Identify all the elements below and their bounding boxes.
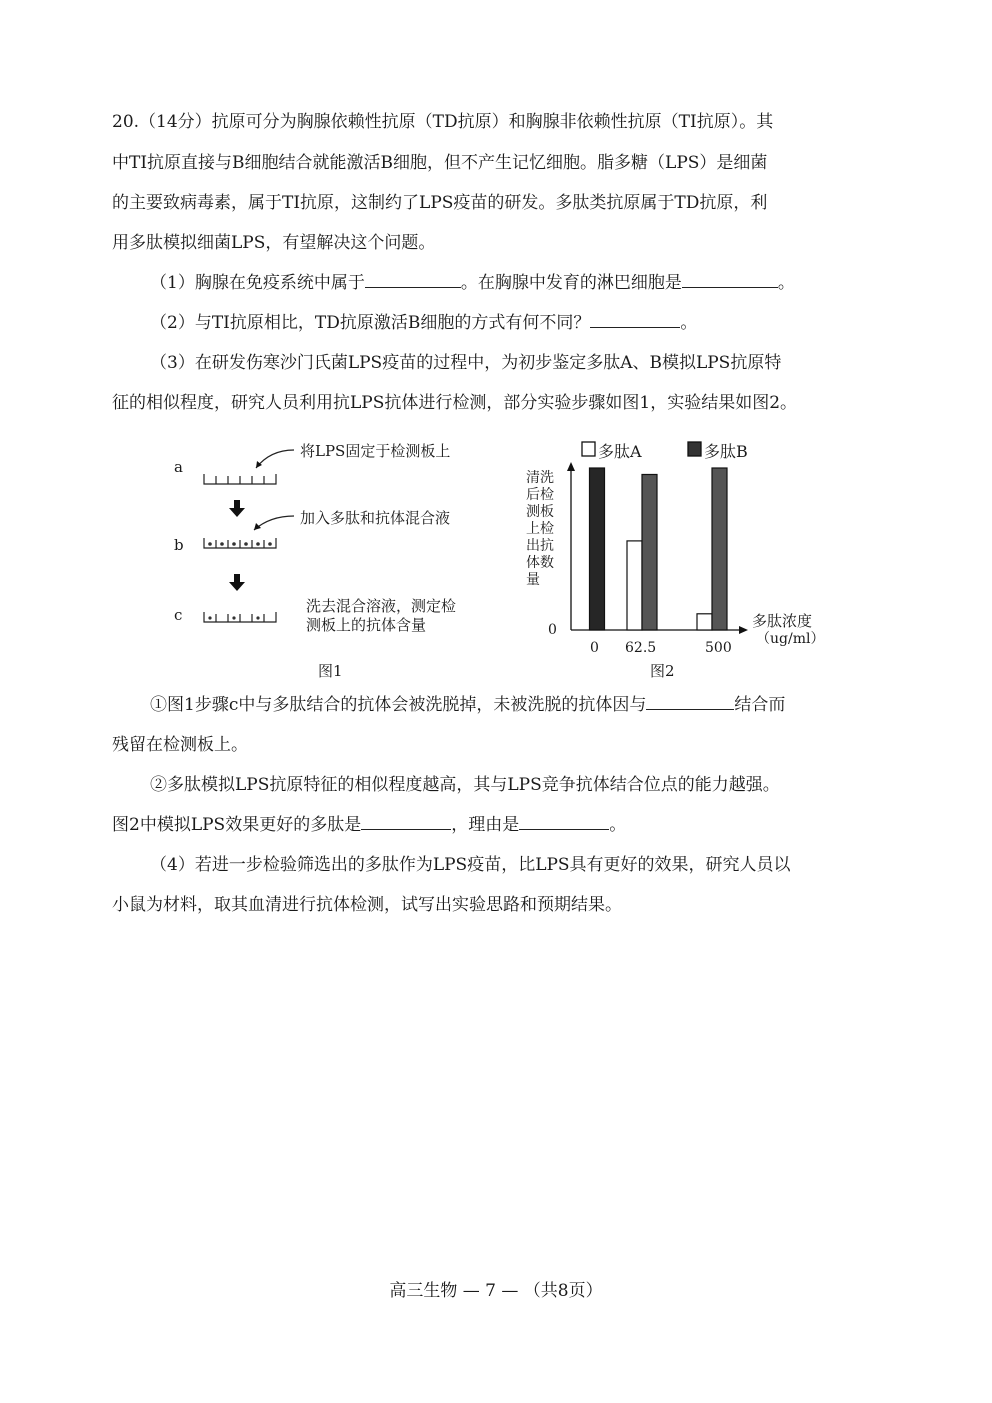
q1-text-c: 。 (777, 273, 795, 293)
intro-line-4: 用多肽模拟细菌LPS，有望解决这个问题。 (112, 233, 436, 253)
q1-text-b: 。在胸腺中发育的淋巴细胞是 (460, 273, 682, 293)
y-axis-label (526, 470, 562, 589)
q2-text-b: 。 (680, 313, 698, 333)
y-axis-label-line: 测板 (526, 504, 554, 520)
bar-polypeptide-b-500 (712, 468, 727, 630)
step-b-label: b (174, 536, 184, 554)
y-axis-arrow (567, 462, 575, 471)
legend-b-swatch (688, 442, 701, 456)
x-tick-0: 0 (590, 640, 599, 656)
intro-line-1: 20.（14分）抗原可分为胸腺依赖性抗原（TD抗原）和胸腺非依赖性抗原（TI抗原）。其 (112, 112, 774, 132)
x-tick-500: 500 (705, 640, 732, 656)
q3-1-line-1 (150, 693, 785, 717)
x-tick-62-5: 62.5 (625, 640, 657, 656)
step-c-label: c (174, 606, 183, 624)
y-axis-label-line: 清洗 (526, 470, 554, 486)
bar-polypeptide-b-0 (590, 468, 605, 630)
note-b: 加入多肽和抗体混合液 (300, 509, 451, 527)
legend-a-label: 多肽A (598, 442, 642, 461)
q3-1-line-2: 残留在检测板上。 (112, 735, 248, 755)
q3-line-1: （3）在研发伤寒沙门氏菌LPS疫苗的过程中，为初步鉴定多肽A、B模拟LPS抗原特 (150, 353, 782, 373)
q3-2-blank-1[interactable] (361, 815, 451, 830)
q3-1-blank[interactable] (646, 695, 734, 710)
y-axis-label-line: 出抗 (526, 538, 554, 554)
q3-2-text-c: ，理由是 (451, 815, 520, 835)
legend-a-swatch (582, 442, 595, 456)
page-footer: 高三生物 — 7 — （共8页） (389, 1281, 603, 1301)
y-axis-label-line: 后检 (526, 487, 554, 503)
q2-text-a: （2）与TI抗原相比，TD抗原激活B细胞的方式有何不同？ (150, 313, 591, 333)
note-a: 将LPS固定于检测板上 (300, 442, 451, 460)
q3-2-line-1: ②多肽模拟LPS抗原特征的相似程度越高，其与LPS竞争抗体结合位点的能力越强。 (150, 775, 780, 795)
q3-2-line-2 (112, 813, 626, 837)
note-c-line-1: 洗去混合溶液，测定检 (306, 597, 457, 615)
figure-1-caption: 图1 (318, 662, 343, 680)
q3-1-text-b: 结合而 (734, 695, 786, 715)
q3-2-text-b: 图2中模拟LPS效果更好的多肽是 (112, 815, 362, 835)
step-a-label: a (174, 458, 183, 476)
x-axis-arrow (739, 626, 748, 634)
q3-1-text-a: ①图1步骤c中与多肽结合的抗体会被洗脱掉，未被洗脱的抗体因与 (150, 695, 647, 715)
q3-line-2: 征的相似程度，研究人员利用抗LPS抗体进行检测，部分实验步骤如图1，实验结果如图2。 (112, 393, 798, 413)
q4-line-1: （4）若进一步检验筛选出的多肽作为LPS疫苗，比LPS具有更好的效果，研究人员以 (150, 855, 791, 875)
note-c-line-2: 测板上的抗体含量 (306, 616, 427, 634)
figure-2-caption: 图2 (650, 662, 675, 680)
q3-2-blank-2[interactable] (519, 815, 609, 830)
bar-polypeptide-b-62.5 (642, 474, 657, 630)
x-axis-label: 多肽浓度 (752, 612, 813, 630)
x-axis-unit: （ug/ml） (756, 631, 825, 647)
bar-polypeptide-a-62.5 (627, 541, 642, 630)
intro-line-2: 中TI抗原直接与B细胞结合就能激活B细胞，但不产生记忆细胞。脂多糖（LPS）是细菌 (112, 153, 768, 173)
legend-b-label: 多肽B (704, 442, 748, 461)
y-axis-label-line: 上检 (526, 521, 554, 537)
intro-line-3: 的主要致病毒素，属于TI抗原，这制约了LPS疫苗的研发。多肽类抗原属于TD抗原，利 (112, 193, 768, 213)
bar-polypeptide-a-500 (697, 614, 712, 630)
q1-text-a: （1）胸腺在免疫系统中属于 (150, 273, 365, 293)
y-axis-label-line: 量 (526, 572, 540, 588)
q4-line-2: 小鼠为材料，取其血清进行抗体检测，试写出实验思路和预期结果。 (112, 895, 622, 915)
q3-2-text-d: 。 (609, 815, 627, 835)
origin-label: 0 (548, 622, 557, 638)
y-axis-label-line: 体数 (526, 555, 554, 571)
